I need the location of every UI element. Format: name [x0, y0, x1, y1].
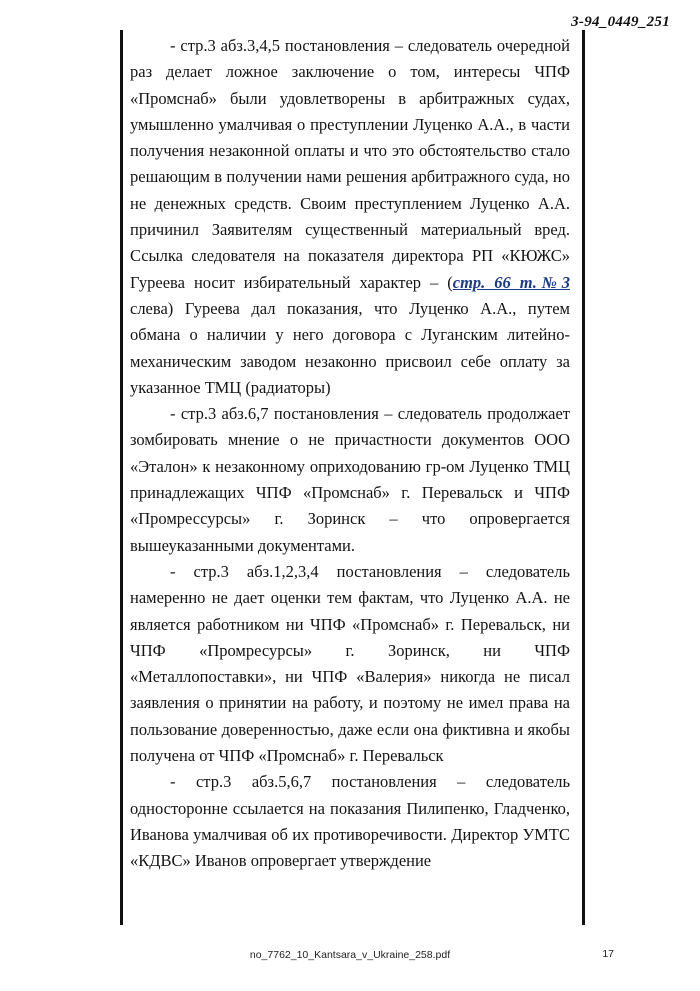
paragraph-4: - стр.3 абз.5,6,7 постановления – следователь односторонне ссылается на показания Пилипенко, Гладченко, Иванова умалчивая об их противоречивости. Директор УМТС «КДВС» Иванов опровергает утверждение	[130, 772, 570, 871]
right-margin-rule	[582, 30, 585, 925]
footer-filename: no_7762_10_Kantsara_v_Ukraine_258.pdf	[249, 949, 451, 961]
paragraph-1-text-after-link: слева) Гуреева дал показания, что Луценко А.А., путем обмана о наличии у него договора с Луганским литейно-механическим заводом незаконно присвоил себе оплату за указанное ТМЦ (радиаторы)	[130, 298, 570, 397]
footer-page-number: 17	[602, 948, 614, 960]
paragraph-2: - стр.3 абз.6,7 постановления – следователь продолжает зомбировать мнение о не причастности документов ООО «Эталон» к незаконному оприходованию гр-ом Луценко ТМЦ принадлежащих ЧПФ «Промснаб» г. Перевальск и ЧПФ «Промрессурсы» г. Зоринск – что опровергается вышеуказанными документами.	[130, 404, 570, 555]
paragraph-1	[130, 33, 570, 401]
paragraph-1-text-before-link: - стр.3 абз.3,4,5 постановления – следователь очередной раз делает ложное заключение о том, интересы ЧПФ «Промснаб» были удовлетворены в арбитражных судах, умышленно умалчивая о преступлении Луценко А.А., в части получения незаконной оплаты и что это обстоятельство стало решающим в получении нами решения арбитражного суда, но не денежных средств. Своим преступлением Луценко А.А. причинил Заявителям существенный материальный вред. Ссылка следователя на показателя директора РП «КЮЖС» Гуреева носит избирательный характер – (	[130, 36, 570, 292]
left-margin-rule	[120, 30, 123, 925]
document-number-stamp: 3-94_0449_251	[571, 14, 670, 30]
paragraph-3: - стр.3 абз.1,2,3,4 постановления – следователь намеренно не дает оценки тем фактам, что Луценко А.А. не является работником ни ЧПФ «Промснаб» г. Перевальск, ни ЧПФ «Промресурсы» г. Зоринск, ни ЧПФ «Металлопоставки», ни ЧПФ «Валерия» никогда не писал заявления о принятии на работу, и поэтому не имел права на пользование доверенностью, даже если она фиктивна и якобы получена от ЧПФ «Промснаб» г. Перевальск	[130, 561, 570, 766]
case-file-reference-link[interactable]: стр. 66 т.№3	[452, 272, 571, 292]
document-body	[130, 33, 570, 875]
